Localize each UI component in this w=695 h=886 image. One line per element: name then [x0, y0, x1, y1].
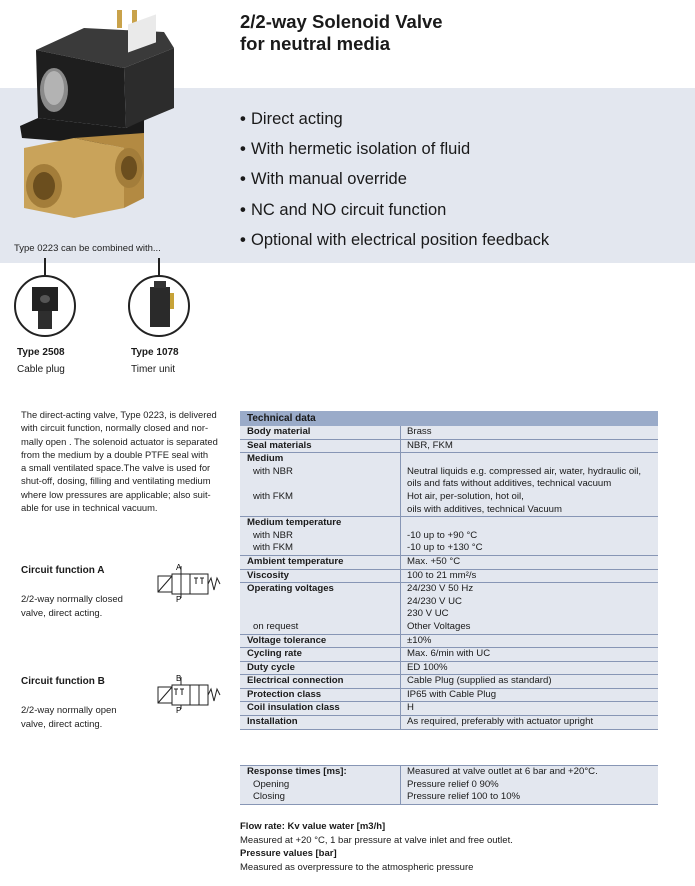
row-value: Brass	[407, 426, 432, 437]
table-row	[240, 570, 658, 584]
port-a-label: A	[176, 563, 182, 572]
row-value: Max. +50 °C	[407, 555, 461, 567]
row-value: Measured at valve outlet at 6 bar and +20°C. Pressure relief 0 90% Pressure relief 100 to 10%	[407, 766, 598, 803]
port-p-label: P	[176, 595, 182, 604]
table-row	[240, 716, 658, 730]
row-label: Electrical connection	[240, 675, 401, 688]
feature-item: • With hermetic isolation of fluid	[240, 140, 471, 159]
connector-line	[44, 258, 46, 276]
table-row	[240, 675, 658, 689]
row-label: Body material	[240, 426, 401, 439]
circuit-a-title: Circuit function A	[21, 565, 105, 576]
table-row	[240, 426, 658, 440]
row-value: Neutral liquids e.g. compressed air, water, hydraulic oil, oils and fats without additives, technical vacuum Hot air, per-solution, hot oil, oils with additives, technical Vacuum	[407, 465, 642, 515]
table-row	[240, 766, 658, 805]
table-row	[240, 662, 658, 676]
feature-list	[240, 104, 549, 255]
row-value: H	[407, 702, 414, 714]
response-times-table	[240, 765, 658, 805]
feature-item: • Optional with electrical position feedback	[240, 230, 550, 249]
row-label: Operating voltages on request	[240, 583, 401, 633]
row-label: Ambient temperature	[240, 556, 401, 569]
circuit-a-desc: 2/2-way normally closed valve, direct acting.	[21, 594, 123, 619]
accessory-type: Type 1078	[131, 347, 179, 358]
accessory-desc: Timer unit	[131, 364, 176, 375]
accessory-desc: Cable plug	[17, 364, 65, 375]
feature-item: • NC and NO circuit function	[240, 200, 447, 219]
row-value: 100 to 21 mm²/s	[407, 569, 477, 581]
row-value: As required, preferably with actuator upright	[407, 716, 594, 728]
technical-data-header: Technical data	[240, 411, 658, 426]
combined-with-text: Type 0223 can be combined with...	[14, 243, 161, 254]
row-value: -10 up to +90 °C -10 up to +130 °C	[407, 529, 483, 554]
row-label: Cycling rate	[240, 648, 401, 661]
row-value: Cable Plug (supplied as standard)	[407, 675, 552, 687]
row-label: Duty cycle	[240, 662, 401, 675]
circuit-b-symbol	[146, 673, 221, 715]
valve-product-image	[14, 8, 214, 218]
flow-rate-title: Flow rate: Kv value water [m3/h]	[240, 821, 386, 832]
row-label: Medium with NBR with FKM	[240, 453, 401, 516]
timer-unit-image	[128, 275, 190, 337]
row-value: ±10%	[407, 634, 432, 646]
row-label: Protection class	[240, 689, 401, 702]
row-label: Voltage tolerance	[240, 635, 401, 648]
table-row	[240, 689, 658, 703]
port-b-label: B	[176, 674, 182, 683]
table-row	[240, 517, 658, 556]
table-row	[240, 702, 658, 716]
row-value: 24/230 V 50 Hz 24/230 V UC 230 V UC Other Voltages	[407, 583, 474, 632]
footer-notes	[240, 820, 513, 874]
circuit-b-desc: 2/2-way normally open valve, direct acting.	[21, 705, 117, 730]
feature-item: • With manual override	[240, 170, 407, 189]
title-line-1: 2/2-way Solenoid Valve	[240, 11, 443, 32]
table-row	[240, 440, 658, 454]
row-value: NBR, FKM	[407, 439, 453, 451]
row-value: Max. 6/min with UC	[407, 648, 491, 660]
feature-item: • Direct acting	[240, 110, 343, 128]
row-value: IP65 with Cable Plug	[407, 688, 497, 700]
product-description: The direct-acting valve, Type 0223, is delivered with circuit function, normally closed and nor- mally open . The solenoid actuator is separated from the medium by a double PTFE seal with a small ventilated space.The valve is used for shut-off, dosing, filling and ventilating medium where low pressures are applicable; also suit- able for use in technical vacuum.	[21, 409, 218, 514]
table-row	[240, 453, 658, 517]
row-label: Seal materials	[240, 440, 401, 453]
title-line-2: for neutral media	[240, 33, 391, 54]
connector-line	[158, 258, 160, 276]
circuit-b-title: Circuit function B	[21, 676, 105, 687]
circuit-a-symbol	[146, 562, 221, 604]
row-label: Response times [ms]: Opening Closing	[240, 766, 401, 804]
accessory-type: Type 2508	[17, 347, 65, 358]
cable-plug-image	[14, 275, 76, 337]
table-row	[240, 635, 658, 649]
row-label: Installation	[240, 716, 401, 729]
row-label: Medium temperature with NBR with FKM	[240, 517, 401, 555]
flow-rate-desc: Measured at +20 °C, 1 bar pressure at valve inlet and free outlet.	[240, 834, 513, 846]
port-p-label: P	[176, 706, 182, 715]
row-value: ED 100%	[407, 661, 448, 673]
table-row	[240, 556, 658, 570]
technical-data-table	[240, 411, 658, 730]
pressure-title: Pressure values [bar]	[240, 848, 337, 860]
pressure-desc: Measured as overpressure to the atmospheric pressure	[240, 861, 474, 873]
row-label: Viscosity	[240, 570, 401, 583]
page-title	[240, 11, 443, 55]
row-label: Coil insulation class	[240, 702, 401, 715]
table-row	[240, 583, 658, 634]
table-row	[240, 648, 658, 662]
